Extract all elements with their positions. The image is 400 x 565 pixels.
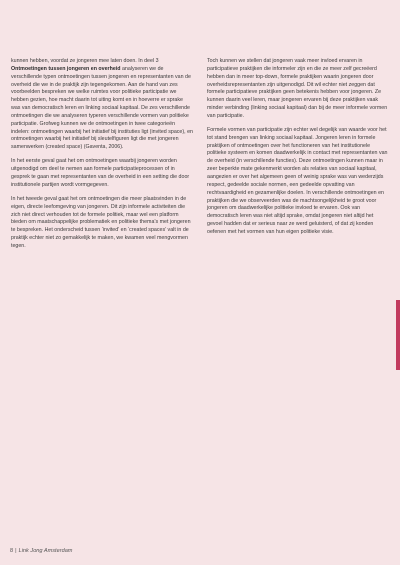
accent-side-bar [396,300,400,370]
paragraph-text: kunnen hebben, voordat ze jongeren mee laten doen. In deel 3 [11,58,159,64]
right-column [207,58,389,243]
paragraph-text: analyseren we de verschillende typen ontmoetingen tussen jongeren en representanten van de overheid die we in de praktijk zijn tegengekomen. Aan de hand van zes voorbeelden bespreken we welke ruimtes voor politieke participatie we hebben gezien, hoe macht daarin tot uiting komt en in hoeverre er sprake was van democratisch leren en linking sociaal kapitaal. De zes verschillende ontmoetingen die we analyseren typeren verschillende vormen van politieke participatie. Grofweg kunnen we de ontmoetingen in twee categorieën indelen: ontmoetingen waarbij het initiatief bij instituties ligt (invited space), en ontmoetingen waarbij het initiatief bij sleutelfiguren ligt die met jongeren samenwerken (created space) (Gaventa, 2006). [11,65,193,151]
page-number: 8 [10,548,14,554]
right-paragraph-2: Formele vormen van participatie zijn echter wel degelijk van waarde voor het tot stand brengen van linking sociaal kapitaal. Jongeren leren in formele praktijken of ontmoetingen over het functioneren van het institutionele politieke systeem en komen daadwerkelijk in contact met representanten van de overheid (in verschillende functies). Deze ontmoetingen kunnen maar in zeer beperkte mate gekenmerkt worden als relaties van sociaal kapitaal, aangezien er over het algemeen geen of weinig sprake was van wederzijds respect, gedeelde sociale normen, een gedeelde opvatting van rechtvaardigheid en gezamenlijke doelen. In verschillende ontmoetingen en praktijken die we observeerden was de machtsongelijkheid te groot voor jongeren om daadwerkelijke politieke invloed te ervaren. Ook van democratisch leren was niet altijd sprake, omdat jongeren niet altijd het gevoel hadden dat er serieus naar ze werd geluisterd, of dat zij konden oefenen met het vormen van hun eigen politieke visie. [207,126,388,235]
bold-term: Ontmoetingen tussen jongeren en overheid [11,65,121,72]
footer-separator: | [15,548,17,554]
right-paragraph-1: Toch kunnen we stellen dat jongeren vaak meer invloed ervaren in participatieve praktijken die informeler zijn en die ze meer zelf gecreëerd hebben dan in meer top-down, formele praktijken waarin jongeren door overheidsrepresentanten zijn uitgenodigd. Dit wil echter niet zeggen dat formele participatieve praktijken geen betekenis hebben voor jongeren. Ze kunnen daarin veel leren, maar jongeren ervaren bij deze praktijken vaak minder verbinding (linking sociaal kapitaal) dan bij de meer informele vormen van participatie. [207,58,388,119]
left-paragraph-3: In het tweede geval gaat het om ontmoetingen die meer plaatsvinden in de eigen, directe leefomgeving van jongeren. Dit zijn informele activiteiten die zich niet direct verhouden tot de formele politiek, maar wel een platform bieden om maatschappelijke problematiek en politieke thema’s met jongeren te bespreken. Het onderscheid tussen ‘invited’ en ‘created spaces’ valt in de praktijk echter niet zo gemakkelijk te maken, we kwamen veel mengvormen tegen. [11,195,191,249]
left-column [11,58,193,257]
publication-title: Link Jong Amsterdam [18,548,73,554]
left-paragraph-1 [11,58,193,152]
left-paragraph-2: In het eerste geval gaat het om ontmoetingen waarbij jongeren worden uitgenodigd om deel te nemen aan formele participatieprocessen of in gesprek te gaan met representanten van de overheid in een setting die door institutionele partijen wordt vormgegeven. [11,158,190,188]
page-footer [10,548,72,554]
